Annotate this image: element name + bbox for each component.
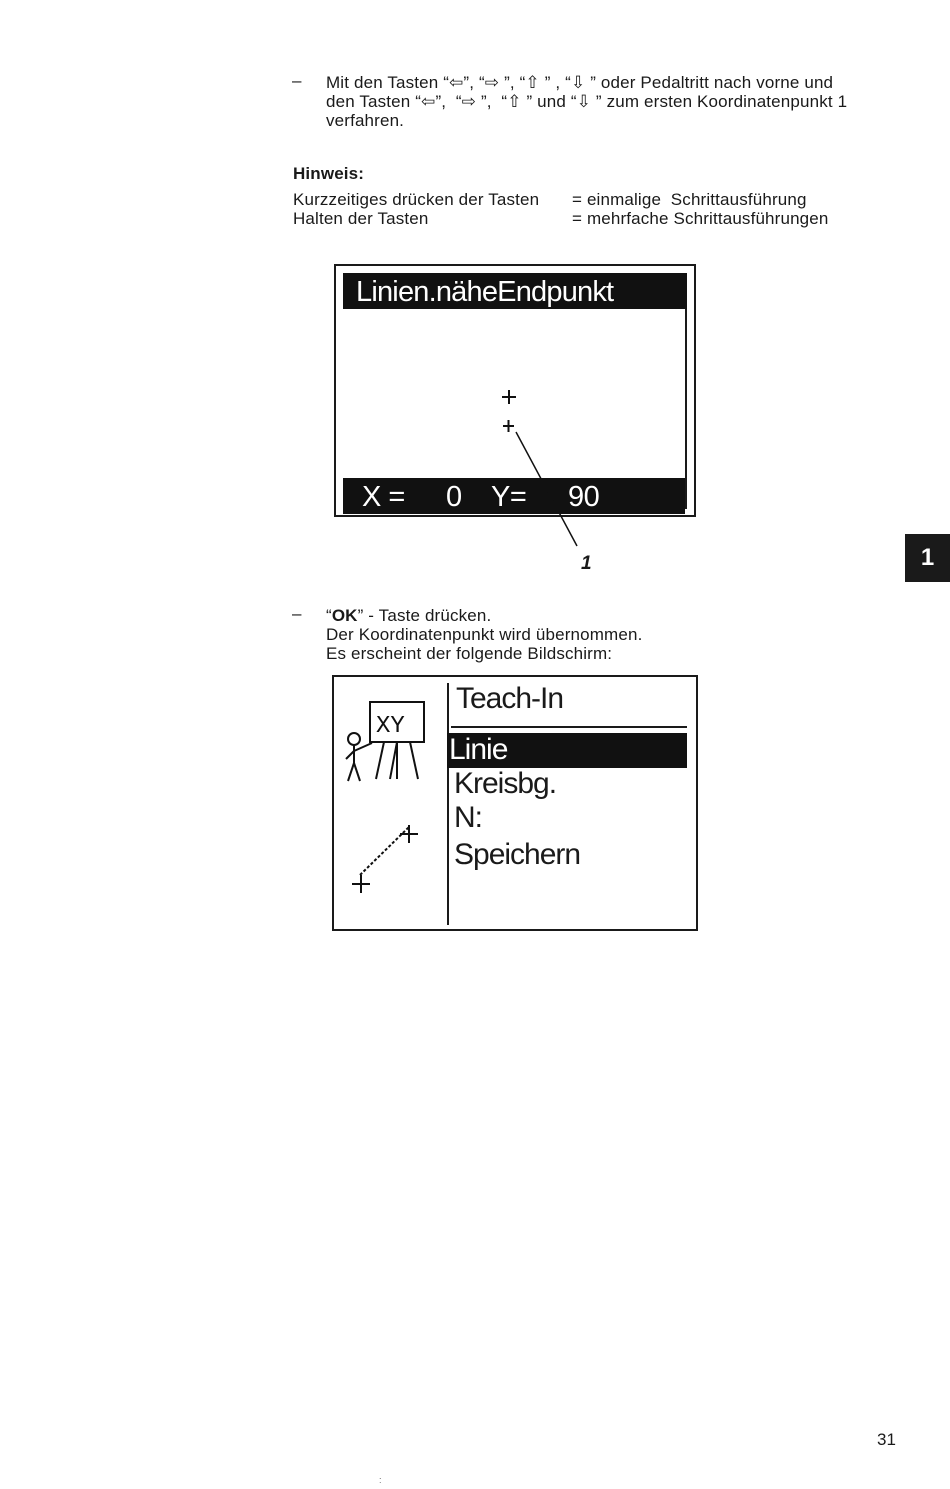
- teach-in-icons: [334, 677, 446, 927]
- menu-item-speichern[interactable]: Speichern: [454, 838, 581, 871]
- step2-line-1: [326, 606, 491, 625]
- crosshair-overlay: [0, 0, 950, 600]
- y-value: 90: [568, 481, 600, 513]
- line-icon: [352, 825, 418, 893]
- y-label: Y=: [491, 481, 527, 513]
- note-row1-left: Kurzzeitiges drücken der Tasten: [293, 190, 540, 209]
- lcd-screen-teach-in: [332, 675, 698, 931]
- note-row2-left: Halten der Tasten: [293, 209, 429, 228]
- x-value: 0: [446, 481, 462, 513]
- quote-open: “: [326, 606, 332, 625]
- step2-line-3: Es erscheint der folgende Bildschirm:: [326, 644, 613, 663]
- callout-label: 1: [581, 553, 592, 574]
- menu-divider: [447, 683, 449, 925]
- step2-rest: ” - Taste drücken.: [357, 606, 492, 625]
- callout-leader-line: [516, 432, 577, 546]
- step2-line-2: Der Koordinatenpunkt wird übernommen.: [326, 625, 643, 644]
- note-row2-right: = mehrfache Schrittausführungen: [572, 209, 829, 228]
- chapter-tab: 1: [905, 534, 950, 582]
- note-heading: Hinweis:: [293, 164, 365, 183]
- x-label: X =: [362, 481, 405, 513]
- step1-line-3: verfahren.: [326, 111, 405, 130]
- note-row1-right: = einmalige Schrittausführung: [572, 190, 807, 209]
- footer-mark: :: [379, 1475, 382, 1485]
- bullet-dash: –: [292, 604, 302, 623]
- bullet-dash: –: [292, 71, 302, 90]
- board-text: XY: [376, 713, 405, 740]
- menu-item-linie[interactable]: Linie: [447, 733, 687, 768]
- page-number: 31: [877, 1430, 896, 1449]
- lcd-title: Linien.näheEndpunkt: [343, 273, 687, 309]
- title-rule: [451, 726, 687, 728]
- ok-key-label: OK: [331, 606, 358, 625]
- step1-line-1: Mit den Tasten “⇦”, “⇨ ”, “⇧ ” , “⇩ ” oder Pedaltritt nach vorne und: [326, 73, 834, 92]
- step1-line-2: den Tasten “⇦”, “⇨ ”, “⇧ ” und “⇩ ” zum ersten Koordinatenpunkt 1: [326, 92, 848, 111]
- menu-item-kreisbogen[interactable]: Kreisbg.: [454, 767, 557, 800]
- menu-item-n[interactable]: N:: [454, 801, 482, 834]
- menu-title: Teach-In: [456, 682, 564, 715]
